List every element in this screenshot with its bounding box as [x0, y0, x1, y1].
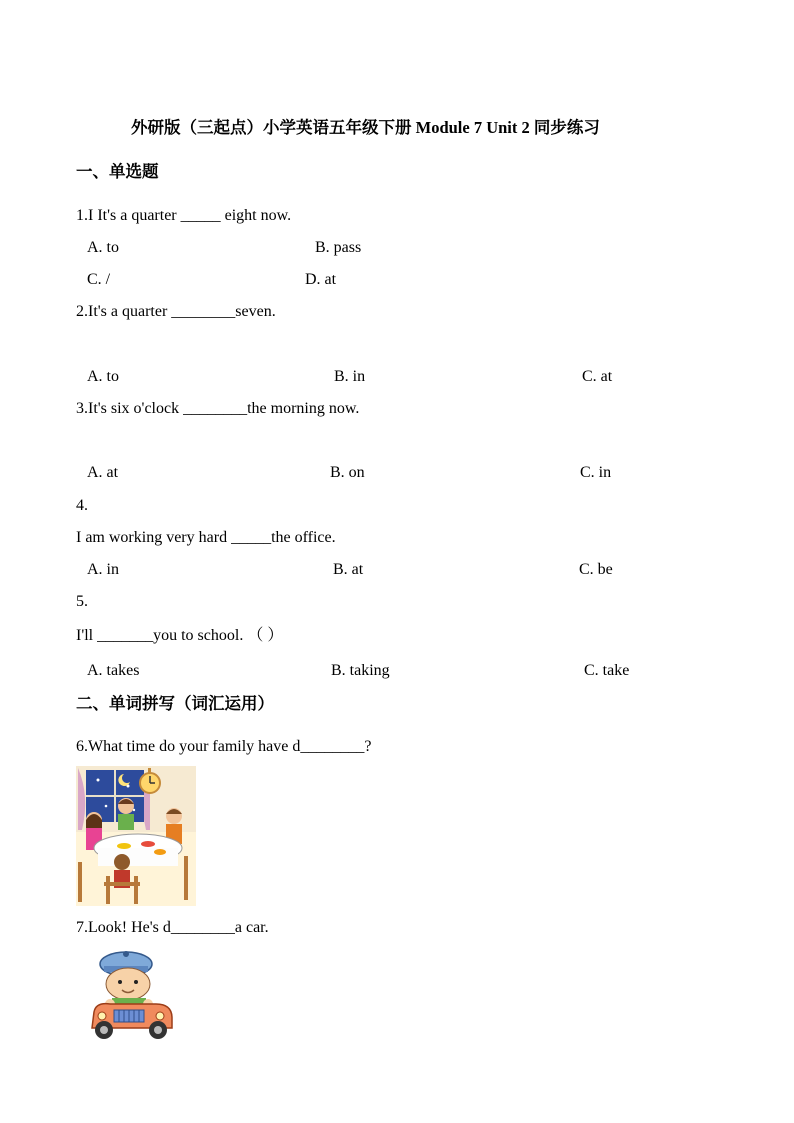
question-1-option-b: B. pass [315, 239, 362, 256]
question-2-option-b: B. in [334, 368, 366, 385]
family-dinner-illustration [76, 766, 196, 906]
question-4-option-b: B. at [333, 561, 364, 578]
question-3-option-b: B. on [330, 464, 365, 481]
question-1-option-d: D. at [305, 271, 337, 288]
question-5-number: 5. [76, 593, 88, 610]
question-2-stem: 2.It's a quarter ________seven. [76, 303, 276, 320]
question-3-option-c: C. in [580, 464, 612, 481]
question-7-stem: 7.Look! He's d________a car. [76, 919, 269, 936]
question-1-option-c: C. / [87, 271, 111, 288]
section-heading-spelling: 二、单词拼写（词汇运用） [76, 694, 274, 713]
page-title: 外研版（三起点）小学英语五年级下册 Module 7 Unit 2 同步练习 [131, 118, 600, 137]
question-6-stem: 6.What time do your family have d________? [76, 738, 372, 755]
question-4-number: 4. [76, 497, 88, 514]
question-1-option-a: A. to [87, 239, 119, 256]
question-4-stem: I am working very hard _____the office. [76, 529, 336, 546]
question-3-option-a: A. at [87, 464, 119, 481]
question-2-option-a: A. to [87, 368, 119, 385]
question-4-option-a: A. in [87, 561, 119, 578]
question-5-stem: I'll _______you to school. （ ） [76, 627, 284, 644]
boy-driving-car-illustration [86, 948, 178, 1042]
question-4-option-c: C. be [579, 561, 613, 578]
question-2-option-c: C. at [582, 368, 613, 385]
question-5-option-c: C. take [584, 662, 630, 679]
question-5-option-b: B. taking [331, 662, 390, 679]
question-3-stem: 3.It's six o'clock ________the morning now. [76, 400, 360, 417]
question-5-option-a: A. takes [87, 662, 140, 679]
section-heading-multiple-choice: 一、单选题 [76, 162, 159, 181]
question-1-stem: 1.I It's a quarter _____ eight now. [76, 207, 292, 224]
